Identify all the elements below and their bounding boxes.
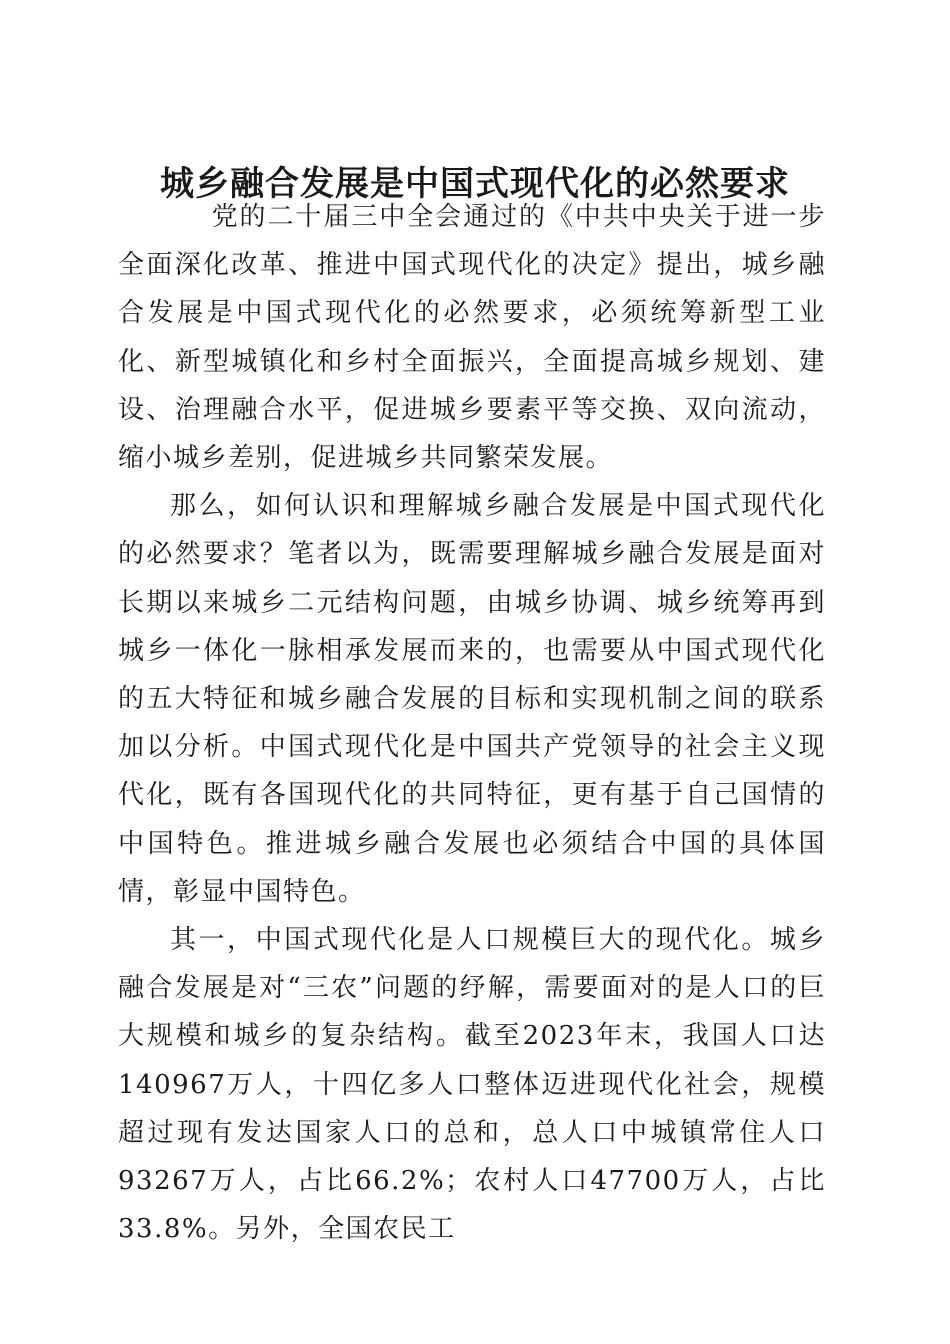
document-body — [118, 193, 826, 1253]
paragraph-3: 其一，中国式现代化是人口规模巨大的现代化。城乡融合发展是对“三农”问题的纾解，需要面对的是人口的巨大规模和城乡的复杂结构。截至2023年末，我国人口达140967万人，十四亿多人口整体迈进现代化社会，规模超过现有发达国家人口的总和，总人口中城镇常住人口93267万人，占比66.2%；农村人口47700万人，占比33.8%。另外，全国农民工 — [118, 925, 826, 1245]
document-title: 城乡融合发展是中国式现代化的必然要求 — [160, 163, 790, 204]
paragraph-1: 党的二十届三中全会通过的《中共中央关于进一步全面深化改革、推进中国式现代化的决定》提出，城乡融合发展是中国式现代化的必然要求，必须统筹新型工业化、新型城镇化和乡村全面振兴，全面提高城乡规划、建设、治理融合水平，促进城乡要素平等交换、双向流动，缩小城乡差别，促进城乡共同繁荣发展。 — [118, 202, 826, 474]
paragraph-2: 那么，如何认识和理解城乡融合发展是中国式现代化的必然要求？笔者以为，既需要理解城乡融合发展是面对长期以来城乡二元结构问题，由城乡协调、城乡统筹再到城乡一体化一脉相承发展而来的，也需要从中国式现代化的五大特征和城乡融合发展的目标和实现机制之间的联系加以分析。中国式现代化是中国共产党领导的社会主义现代化，既有各国现代化的共同特征，更有基于自己国情的中国特色。推进城乡融合发展也必须结合中国的具体国情，彰显中国特色。 — [118, 491, 826, 907]
